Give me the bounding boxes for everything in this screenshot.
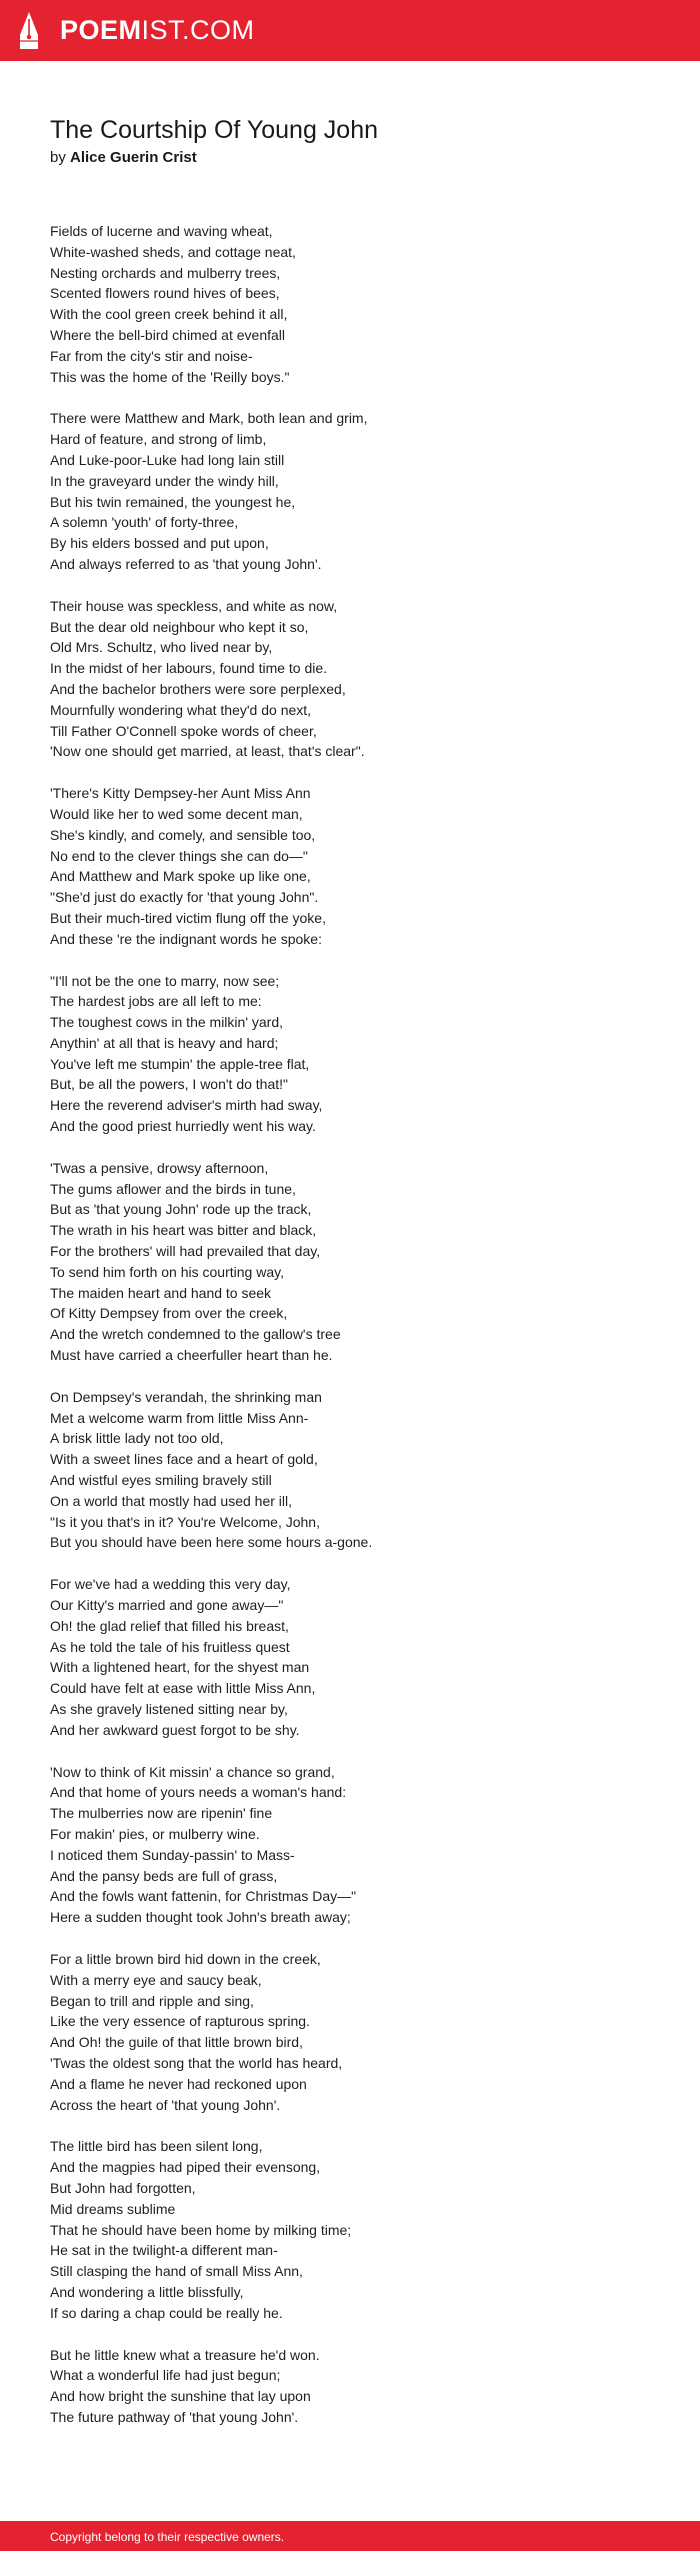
- poem-line: 'Now to think of Kit missin' a chance so grand,: [50, 1763, 335, 1780]
- poem-line: Here a sudden thought took John's breath away;: [50, 1909, 351, 1926]
- poem-line: Mournfully wondering what they'd do next,: [50, 701, 312, 718]
- poem-line: Far from the city's stir and noise-: [50, 347, 253, 364]
- poem-line: The gums aflower and the birds in tune,: [50, 1180, 296, 1197]
- poem-stanza: [50, 2136, 670, 2323]
- poem-line: For the brothers' will had prevailed that day,: [50, 1243, 321, 1260]
- logo-rest-text: IST.COM: [141, 15, 255, 45]
- poem-line: There were Matthew and Mark, both lean and grim,: [50, 410, 368, 427]
- poem-line: A solemn 'youth' of forty-three,: [50, 514, 239, 531]
- poem-line: And always referred to as 'that young John'.: [50, 555, 322, 572]
- by-label: by: [50, 149, 66, 166]
- poem-line: That he should have been home by milking time;: [50, 2221, 352, 2238]
- poem-line: And the fowls want fattenin, for Christmas Day—": [50, 1888, 357, 1905]
- poem-line: Still clasping the hand of small Miss Ann,: [50, 2263, 303, 2280]
- poem-line: But, be all the powers, I won't do that!": [50, 1076, 288, 1093]
- poem-line: But the dear old neighbour who kept it so,: [50, 618, 309, 635]
- poem-line: But as 'that young John' rode up the track,: [50, 1201, 312, 1218]
- poem-line: But he little knew what a treasure he'd won.: [50, 2346, 320, 2363]
- poem-line: And Matthew and Mark spoke up like one,: [50, 868, 311, 885]
- poem-line: She's kindly, and comely, and sensible too,: [50, 826, 316, 843]
- poem-line: And these 're the indignant words he spoke:: [50, 930, 322, 947]
- site-footer: [0, 2521, 700, 2551]
- poem-line: The future pathway of 'that young John'.: [50, 2408, 299, 2425]
- pen-nib-icon: [18, 11, 40, 51]
- poem-line: 'Twas the oldest song that the world has heard,: [50, 2054, 343, 2071]
- poem-line: Our Kitty's married and gone away—": [50, 1597, 284, 1614]
- poem-line: For makin' pies, or mulberry wine.: [50, 1825, 260, 1842]
- poem-line: 'There's Kitty Dempsey-her Aunt Miss Ann: [50, 785, 311, 802]
- poem-line: The little bird has been silent long,: [50, 2138, 263, 2155]
- poem-line: And how bright the sunshine that lay upon: [50, 2388, 311, 2405]
- poem-line: As she gravely listened sitting near by,: [50, 1701, 288, 1717]
- poem-line: For we've had a wedding this very day,: [50, 1576, 291, 1593]
- poem-line: Their house was speckless, and white as now,: [50, 597, 338, 614]
- poem-line: The hardest jobs are all left to me:: [50, 993, 262, 1010]
- poem-line: And that home of yours needs a woman's hand:: [50, 1784, 347, 1801]
- poem-line: No end to the clever things she can do—": [50, 847, 308, 864]
- poem-stanza: [50, 596, 670, 762]
- poem-stanza: [50, 2345, 670, 2428]
- poem-line: With the cool green creek behind it all,: [50, 306, 288, 323]
- poem-line: And the bachelor brothers were sore perplexed,: [50, 680, 346, 697]
- poem-line: In the graveyard under the windy hill,: [50, 472, 279, 489]
- poem-line: A brisk little lady not too old,: [50, 1430, 224, 1447]
- poem-line: Here the reverend adviser's mirth had sway,: [50, 1097, 323, 1114]
- poem-line: The toughest cows in the milkin' yard,: [50, 1014, 284, 1031]
- logo-bold-text: POEM: [60, 15, 142, 45]
- site-logo[interactable]: [60, 14, 255, 47]
- poem-line: With a sweet lines face and a heart of gold,: [50, 1451, 318, 1468]
- poem-line: With a lightened heart, for the shyest man: [50, 1659, 310, 1676]
- poem-line: But their much-tired victim flung off the yoke,: [50, 909, 326, 926]
- poem-line: As he told the tale of his fruitless quest: [50, 1638, 290, 1655]
- poem-byline: [50, 148, 197, 168]
- poem-stanza: [50, 221, 670, 387]
- poem-stanza: [50, 783, 670, 949]
- poem-line: Like the very essence of rapturous spring.: [50, 2013, 310, 2030]
- poem-line: Till Father O'Connell spoke words of cheer,: [50, 722, 317, 739]
- poem-line: Began to trill and ripple and sing,: [50, 1992, 254, 2009]
- poem-body: [50, 221, 670, 2449]
- poem-line: And the pansy beds are full of grass,: [50, 1867, 278, 1884]
- poem-line: "I'll not be the one to marry, now see;: [50, 972, 280, 989]
- poem-line: If so daring a chap could be really he.: [50, 2304, 283, 2321]
- poem-line: Must have carried a cheerfuller heart than he.: [50, 1347, 333, 1364]
- poem-line: White-washed sheds, and cottage neat,: [50, 243, 296, 260]
- poem-line: By his elders bossed and put upon,: [50, 535, 269, 552]
- poem-line: And her awkward guest forgot to be shy.: [50, 1721, 300, 1738]
- poem-line: With a merry eye and saucy beak,: [50, 1971, 262, 1988]
- poem-stanza: [50, 1762, 670, 1928]
- poem-title: The Courtship Of Young John: [50, 116, 379, 144]
- poem-stanza: [50, 1949, 670, 2115]
- poem-line: You've left me stumpin' the apple-tree flat,: [50, 1055, 310, 1072]
- poem-line: Across the heart of 'that young John'.: [50, 2096, 281, 2113]
- poem-line: And wistful eyes smiling bravely still: [50, 1472, 272, 1489]
- poem-line: This was the home of the 'Reilly boys.": [50, 368, 290, 385]
- poem-line: And the good priest hurriedly went his way.: [50, 1118, 316, 1135]
- poem-stanza: [50, 1387, 670, 1553]
- poem-line: And the magpies had piped their evensong,: [50, 2159, 321, 2176]
- poem-line: Scented flowers round hives of bees,: [50, 285, 280, 302]
- poem-line: 'Now one should get married, at least, that's clear".: [50, 743, 365, 760]
- poem-line: Oh! the glad relief that filled his breast,: [50, 1617, 289, 1634]
- poem-line: For a little brown bird hid down in the creek,: [50, 1950, 321, 1967]
- poem-line: Mid dreams sublime: [50, 2200, 176, 2217]
- poem-line: And Luke-poor-Luke had long lain still: [50, 451, 285, 468]
- poem-line: On a world that mostly had used her ill,: [50, 1492, 293, 1509]
- poem-line: But you should have been here some hours a-gone.: [50, 1534, 373, 1551]
- poem-line: And a flame he never had reckoned upon: [50, 2075, 307, 2092]
- poem-line: Where the bell-bird chimed at evenfall: [50, 326, 286, 343]
- poem-line: And wondering a little blissfully,: [50, 2283, 244, 2300]
- poem-line: Anythin' at all that is heavy and hard;: [50, 1034, 279, 1051]
- poem-line: Met a welcome warm from little Miss Ann-: [50, 1409, 309, 1426]
- poem-line: 'Twas a pensive, drowsy afternoon,: [50, 1159, 269, 1176]
- poem-line: "She'd just do exactly for 'that young John".: [50, 889, 319, 906]
- poem-line: What a wonderful life had just begun;: [50, 2367, 281, 2384]
- poem-line: Would like her to wed some decent man,: [50, 805, 303, 822]
- poem-line: The wrath in his heart was bitter and black,: [50, 1222, 317, 1239]
- poem-line: He sat in the twilight-a different man-: [50, 2242, 278, 2259]
- poem-stanza: [50, 1158, 670, 1366]
- poem-author[interactable]: Alice Guerin Crist: [70, 149, 197, 166]
- poem-line: Of Kitty Dempsey from over the creek,: [50, 1305, 288, 1322]
- site-header: [0, 0, 700, 61]
- poem-line: But his twin remained, the youngest he,: [50, 493, 296, 510]
- poem-line: I noticed them Sunday-passin' to Mass-: [50, 1846, 295, 1863]
- poem-line: In the midst of her labours, found time to die.: [50, 660, 328, 677]
- poem-stanza: [50, 971, 670, 1137]
- poem-line: "Is it you that's in it? You're Welcome, John,: [50, 1513, 320, 1530]
- poem-line: Fields of lucerne and waving wheat,: [50, 223, 273, 239]
- poem-line: But John had forgotten,: [50, 2179, 196, 2196]
- poem-line: Hard of feature, and strong of limb,: [50, 431, 267, 448]
- poem-line: And the wretch condemned to the gallow's tree: [50, 1326, 341, 1343]
- poem-line: The mulberries now are ripenin' fine: [50, 1805, 273, 1822]
- copyright-notice: Copyright belong to their respective owners.: [50, 2530, 285, 2544]
- poem-line: The maiden heart and hand to seek: [50, 1284, 272, 1301]
- poem-line: On Dempsey's verandah, the shrinking man: [50, 1388, 322, 1405]
- poem-stanza: [50, 408, 670, 574]
- poem-line: Old Mrs. Schultz, who lived near by,: [50, 639, 273, 656]
- poem-stanza: [50, 1574, 670, 1740]
- poem-line: Could have felt at ease with little Miss Ann,: [50, 1680, 316, 1697]
- poem-line: And Oh! the guile of that little brown bird,: [50, 2034, 303, 2051]
- poem-line: To send him forth on his courting way,: [50, 1263, 284, 1280]
- poem-line: Nesting orchards and mulberry trees,: [50, 264, 281, 281]
